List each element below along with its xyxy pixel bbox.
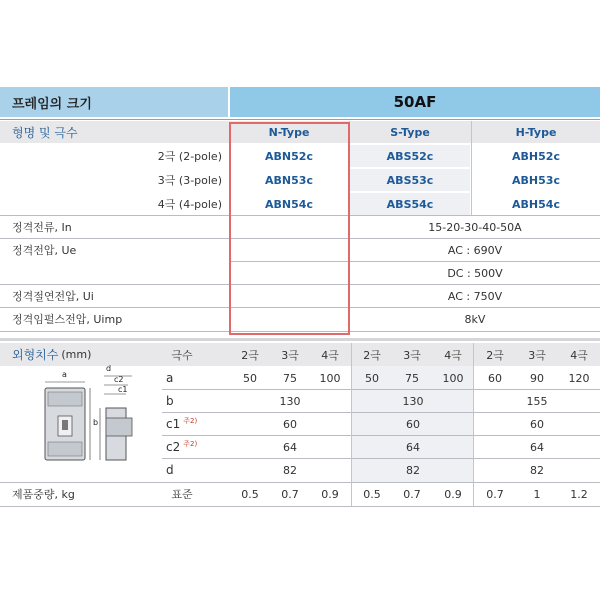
type-h-header: H-Type xyxy=(515,125,557,139)
weight-value: 1 xyxy=(533,487,541,501)
rated-voltage-dc: DC : 500V xyxy=(447,266,503,280)
pole-col-label: 2극 xyxy=(486,348,504,362)
type-s-header: S-Type xyxy=(390,125,430,139)
front-view xyxy=(45,382,90,460)
insulation-voltage-label: 정격절연전압, Ui xyxy=(12,290,94,303)
model-n-2: ABN52c xyxy=(265,149,313,163)
pole-4-label: 4극 (4-pole) xyxy=(157,198,222,211)
dim-a-value: 100 xyxy=(442,371,464,385)
dimensions-title xyxy=(12,343,152,366)
diagram-label-a: a xyxy=(62,370,67,379)
type-n-header: N-Type xyxy=(268,125,310,139)
model-h-4: ABH54c xyxy=(512,197,560,211)
impulse-voltage-value: 8kV xyxy=(464,312,486,326)
dim-c2-value-s: 64 xyxy=(406,440,420,454)
frame-size-label: 프레임의 크기 xyxy=(12,96,92,112)
pole-col-label: 4극 xyxy=(570,348,588,362)
pole-col-label: 4극 xyxy=(321,348,339,362)
dim-c1-label: c1 xyxy=(166,417,181,431)
dim-c2-note: 주2) xyxy=(183,440,198,448)
dim-b-value-s: 130 xyxy=(402,394,424,408)
poles-header: 극수 xyxy=(171,348,193,362)
weight-value: 0.5 xyxy=(241,487,259,501)
pole-col-label: 3극 xyxy=(281,348,299,362)
dim-a-value: 50 xyxy=(365,371,379,385)
row-divider xyxy=(0,506,600,507)
dim-c1-note: 주2) xyxy=(183,417,198,425)
dim-b-value-n: 130 xyxy=(279,394,301,408)
model-n-3: ABN53c xyxy=(265,173,313,187)
model-section-label: 형명 및 극수 xyxy=(12,125,78,140)
dim-b-value-h: 155 xyxy=(526,394,548,408)
pole-3-label: 3극 (3-pole) xyxy=(157,174,222,187)
diagram-label-c1: c1 xyxy=(118,385,128,394)
model-h-3: ABH53c xyxy=(512,173,560,187)
dimensions-unit: (mm) xyxy=(61,348,92,361)
dim-a-value: 75 xyxy=(283,371,297,385)
rated-voltage-label: 정격전압, Ue xyxy=(12,244,77,257)
dimensions-label: 외형치수 xyxy=(12,348,59,362)
impulse-voltage-label: 정격임펄스전압, Uimp xyxy=(12,313,123,326)
row-divider xyxy=(162,458,600,459)
diagram-label-b: b xyxy=(93,418,99,427)
model-s-4: ABS54c xyxy=(350,193,470,215)
model-s-2: ABS52c xyxy=(350,145,470,167)
weight-label: 제품중량, kg xyxy=(12,488,75,501)
n-type-highlight xyxy=(229,122,350,335)
dim-b-label: b xyxy=(166,394,174,408)
col-divider xyxy=(473,343,474,506)
diagram-label-d: d xyxy=(106,364,112,373)
dim-c1-row-label xyxy=(166,413,226,435)
dim-d-value-n: 82 xyxy=(283,463,297,477)
weight-value: 0.5 xyxy=(363,487,381,501)
dim-c2-value-n: 64 xyxy=(283,440,297,454)
weight-value: 0.9 xyxy=(321,487,339,501)
pole-col-label: 3극 xyxy=(403,348,421,362)
weight-value: 1.2 xyxy=(570,487,588,501)
dim-a-value: 120 xyxy=(568,371,590,385)
rated-current-label: 정격전류, In xyxy=(12,221,72,234)
dim-c2-row-label xyxy=(166,436,226,458)
weight-value: 0.7 xyxy=(281,487,299,501)
weight-value: 0.7 xyxy=(486,487,504,501)
pole-2-label: 2극 (2-pole) xyxy=(157,150,222,163)
pole-col-label: 2극 xyxy=(363,348,381,362)
header-divider xyxy=(0,119,600,120)
dim-a-value: 100 xyxy=(319,371,341,385)
dim-a-value: 60 xyxy=(488,371,502,385)
insulation-voltage-value: AC : 750V xyxy=(447,289,503,303)
dim-a-value: 90 xyxy=(530,371,544,385)
weight-std-label: 표준 xyxy=(171,488,193,501)
model-n-4: ABN54c xyxy=(265,197,313,211)
row-divider xyxy=(162,435,600,436)
diagram-label-c2: c2 xyxy=(114,375,124,384)
pole-col-label: 3극 xyxy=(528,348,546,362)
pole-col-label: 2극 xyxy=(241,348,259,362)
dim-c2-value-h: 64 xyxy=(530,440,544,454)
frame-size-value: 50AF xyxy=(393,93,437,111)
col-divider xyxy=(351,343,352,506)
dim-a-value: 75 xyxy=(405,371,419,385)
section-separator xyxy=(0,338,600,341)
dim-d-value-h: 82 xyxy=(530,463,544,477)
pole-col-label: 4극 xyxy=(444,348,462,362)
weight-value: 0.7 xyxy=(403,487,421,501)
model-h-2: ABH52c xyxy=(512,149,560,163)
rated-current-value: 15-20-30-40-50A xyxy=(428,220,522,234)
dim-c2-label: c2 xyxy=(166,440,181,454)
col-divider xyxy=(471,121,472,215)
rated-voltage-ac: AC : 690V xyxy=(447,243,503,257)
dim-d-label: d xyxy=(166,463,174,477)
row-divider xyxy=(162,412,600,413)
dim-c1-value-h: 60 xyxy=(530,417,544,431)
dim-c1-value-s: 60 xyxy=(406,417,420,431)
dim-d-value-s: 82 xyxy=(406,463,420,477)
dim-a-label: a xyxy=(166,371,174,385)
dim-a-value: 50 xyxy=(243,371,257,385)
dim-c1-value-n: 60 xyxy=(283,417,297,431)
row-divider xyxy=(162,389,600,390)
weight-value: 0.9 xyxy=(444,487,462,501)
model-s-3: ABS53c xyxy=(350,169,470,191)
